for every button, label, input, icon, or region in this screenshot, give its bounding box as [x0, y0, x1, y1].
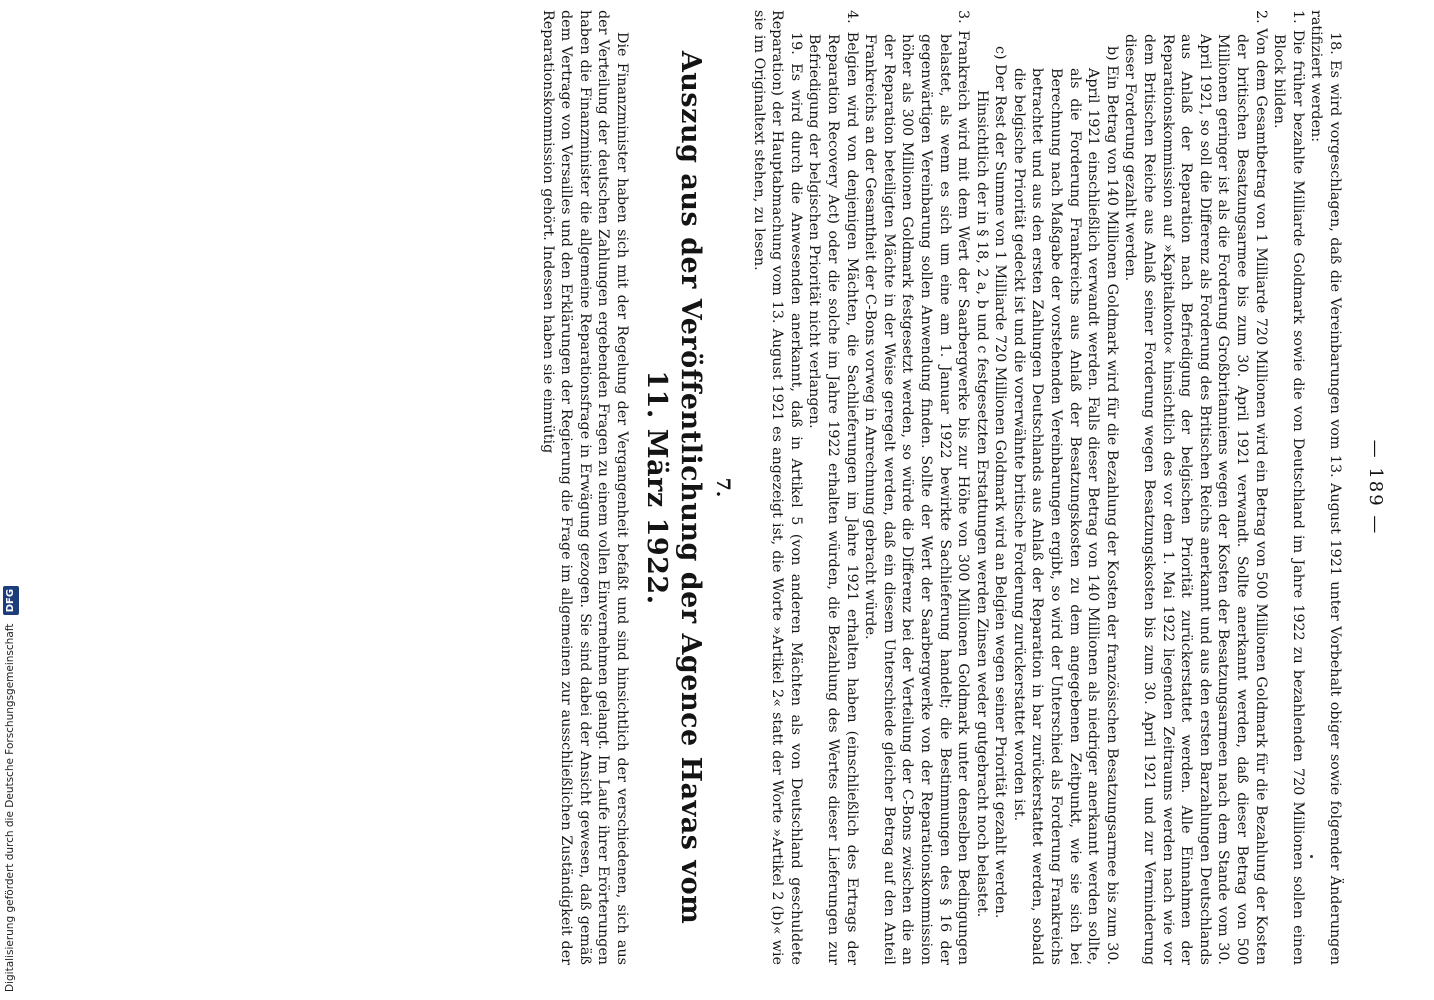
list-item-2c-continuation: Hinsichtlich der in § 18, 2 a, b und c festgesetzten Erstattungen werden Zinsen weder gutgebracht noch belastet. — [973, 90, 990, 918]
speck-mark — [1310, 855, 1313, 858]
footer-strip — [2, 0, 18, 1000]
footer-text: Digitalisierung gefördert durch die Deutsche Forschungsgemeinschaft — [4, 623, 16, 992]
section-heading — [639, 10, 707, 965]
dfg-logo: DFG — [3, 586, 19, 615]
section-heading-line1: Auszug aus der Veröffentlichung der Agence Havas vom — [675, 50, 706, 925]
paragraph-19: 19. Es wird durch die Anwesenden anerkannt, daß in Artikel 5 (von anderen Mächten als von Deutschland geschuldete Reparation) der Hauptabmachung vom 13. August 1921 es angezeigt ist, die Worte »Artikel 2« statt der Worte »Artikel 2 (b)« wie sie im Originaltext stehen, zu lesen. — [750, 10, 804, 965]
list-item-2: 2. Von dem Gesamtbetrag von 1 Milliarde 720 Millionen wird ein Betrag von 500 Millionen Goldmark für die Bezahlung der Kosten der britischen Besatzungsarmee bis zum 30. April 1921 verwandt. Sollte anerkannt werden, daß dieser Betrag von 500 Millionen geringer ist als die Forderung Großbritanniens wegen der Kosten der Besatzungsarmeen nach dem Stande vom 30. April 1921, so soll die Differenz als Forderung des Britischen Reichs anerkannt und aus den ersten Barzahlungen Deutschlands aus Anlaß der Reparation nach Befriedigung der belgischen Priorität zurückerstattet werden. Alle Einnahmen der Reparationskommission auf »Kapitalkonto« hinsichtlich des vor dem 1. Mai 1922 liegenden Zeitraums werden nach wie vor dem Britischen Reiche aus Anlaß seiner Forderung wegen Besatzungskosten bis zum 30. April 1921 und zur Verminderung dieser Forderung gezahlt werden. — [1122, 10, 1269, 965]
list-item-4: 4. Belgien wird von denjenigen Mächten, die Sachlieferungen im Jahre 1921 erhalten haben (einschließlich des Ertrags der Reparation Recovery Act) oder die solche im Jahre 1922 erhalten würden, die Bezahlung des Wertes dieser Lieferungen zur Befriedigung der belgischen Priorität nicht verlangen. — [806, 10, 860, 965]
section-heading-line2: 11. März 1922. — [641, 370, 672, 605]
list-item-2b: b) Ein Betrag von 140 Millionen Goldmark wird für die Bezahlung der Kosten der französischen Besatzungsarmee bis zum 30. April 1921 einschließlich verwandt werden. Falls dieser Betrag von 140 Millionen als niedriger anerkannt werden sollte, als die Forderung Frankreichs aus Anlaß der Besatzungskosten zu dem angegebenen Zeitpunkt, wie sie sich bei Berechnung nach Maßgabe der vorstehenden Vereinbarungen ergibt, so wird der Unterschied als Forderung Frankreichs betrachtet und aus den ersten Zahlungen Deutschlands aus Anlaß der Reparation in bar zurückerstattet werden, sobald die belgische Priorität gedeckt ist und die vorerwähnte britische Forderung zurückerstattet worden ist. — [1010, 46, 1120, 965]
footer-rotated — [2, 572, 18, 992]
final-paragraph: Die Finanzminister haben sich mit der Regelung der Vergangenheit befaßt und sind hinsichtlich der verschiedenen, sich aus der Verteilung der deutschen Zahlungen ergebenden Fragen zu einem vollen Einvernehmen gelangt. Im Laufe ihrer Erörterungen haben die Finanzminister die allgemeine Reparationsfrage in Erwägung gezogen. Sie sind dabei der Ansicht gewesen, daß gemäß dem Vertrage von Versailles und den Erklärungen der Regierung die Frage im allgemeinen zur ausschließlichen Zuständigkeit der Reparationskommission gehört. Indessen haben sie einmütig — [539, 10, 630, 965]
list-item-1: 1. Die früher bezahlte Milliarde Goldmark sowie die von Deutschland im Jahre 1922 zu bezahlenden 720 Millionen sollen einen Block bilden. — [1271, 10, 1306, 965]
section-number: 7. — [712, 477, 734, 498]
page-number: — 189 — — [1365, 439, 1386, 536]
list-item-3: 3. Frankreich wird mit dem Wert der Saarbergwerke bis zur Höhe von 300 Millionen Goldmark unter denselben Bedingungen belastet, als wenn es sich um eine am 1. Januar 1922 bewirkte Sachlieferung handelt; die Bestimmungen des § 16 der gegenwärtigen Vereinbarung sollen Anwendung finden. Sollte der Wert der Saarbergwerke von der Reparationskommission höher als 300 Millionen Goldmark festgesetzt werden, so würde die Differenz bei der Verteilung der C-Bons zwischen die an der Reparation beteiligten Mächte in der Weise geregelt werden, daß ein diesem Unterschiede gleicher Betrag auf den Anteil Frankreichs an der Gesamtheit der C-Bons vorweg in Anrechnung gebracht würde. — [862, 10, 972, 965]
paragraph-18-intro: 18. Es wird vorgeschlagen, daß die Vereinbarungen vom 13. August 1921 unter Vorbehalt obiger sowie folgender Änderungen ratifiziert werden: — [1308, 10, 1343, 965]
list-item-2c: c) Der Rest der Summe von 1 Milliarde 720 Millionen Goldmark wird an Belgien wegen seiner Priorität gezahlt werden. — [992, 46, 1009, 919]
document-page — [22, 10, 1392, 965]
